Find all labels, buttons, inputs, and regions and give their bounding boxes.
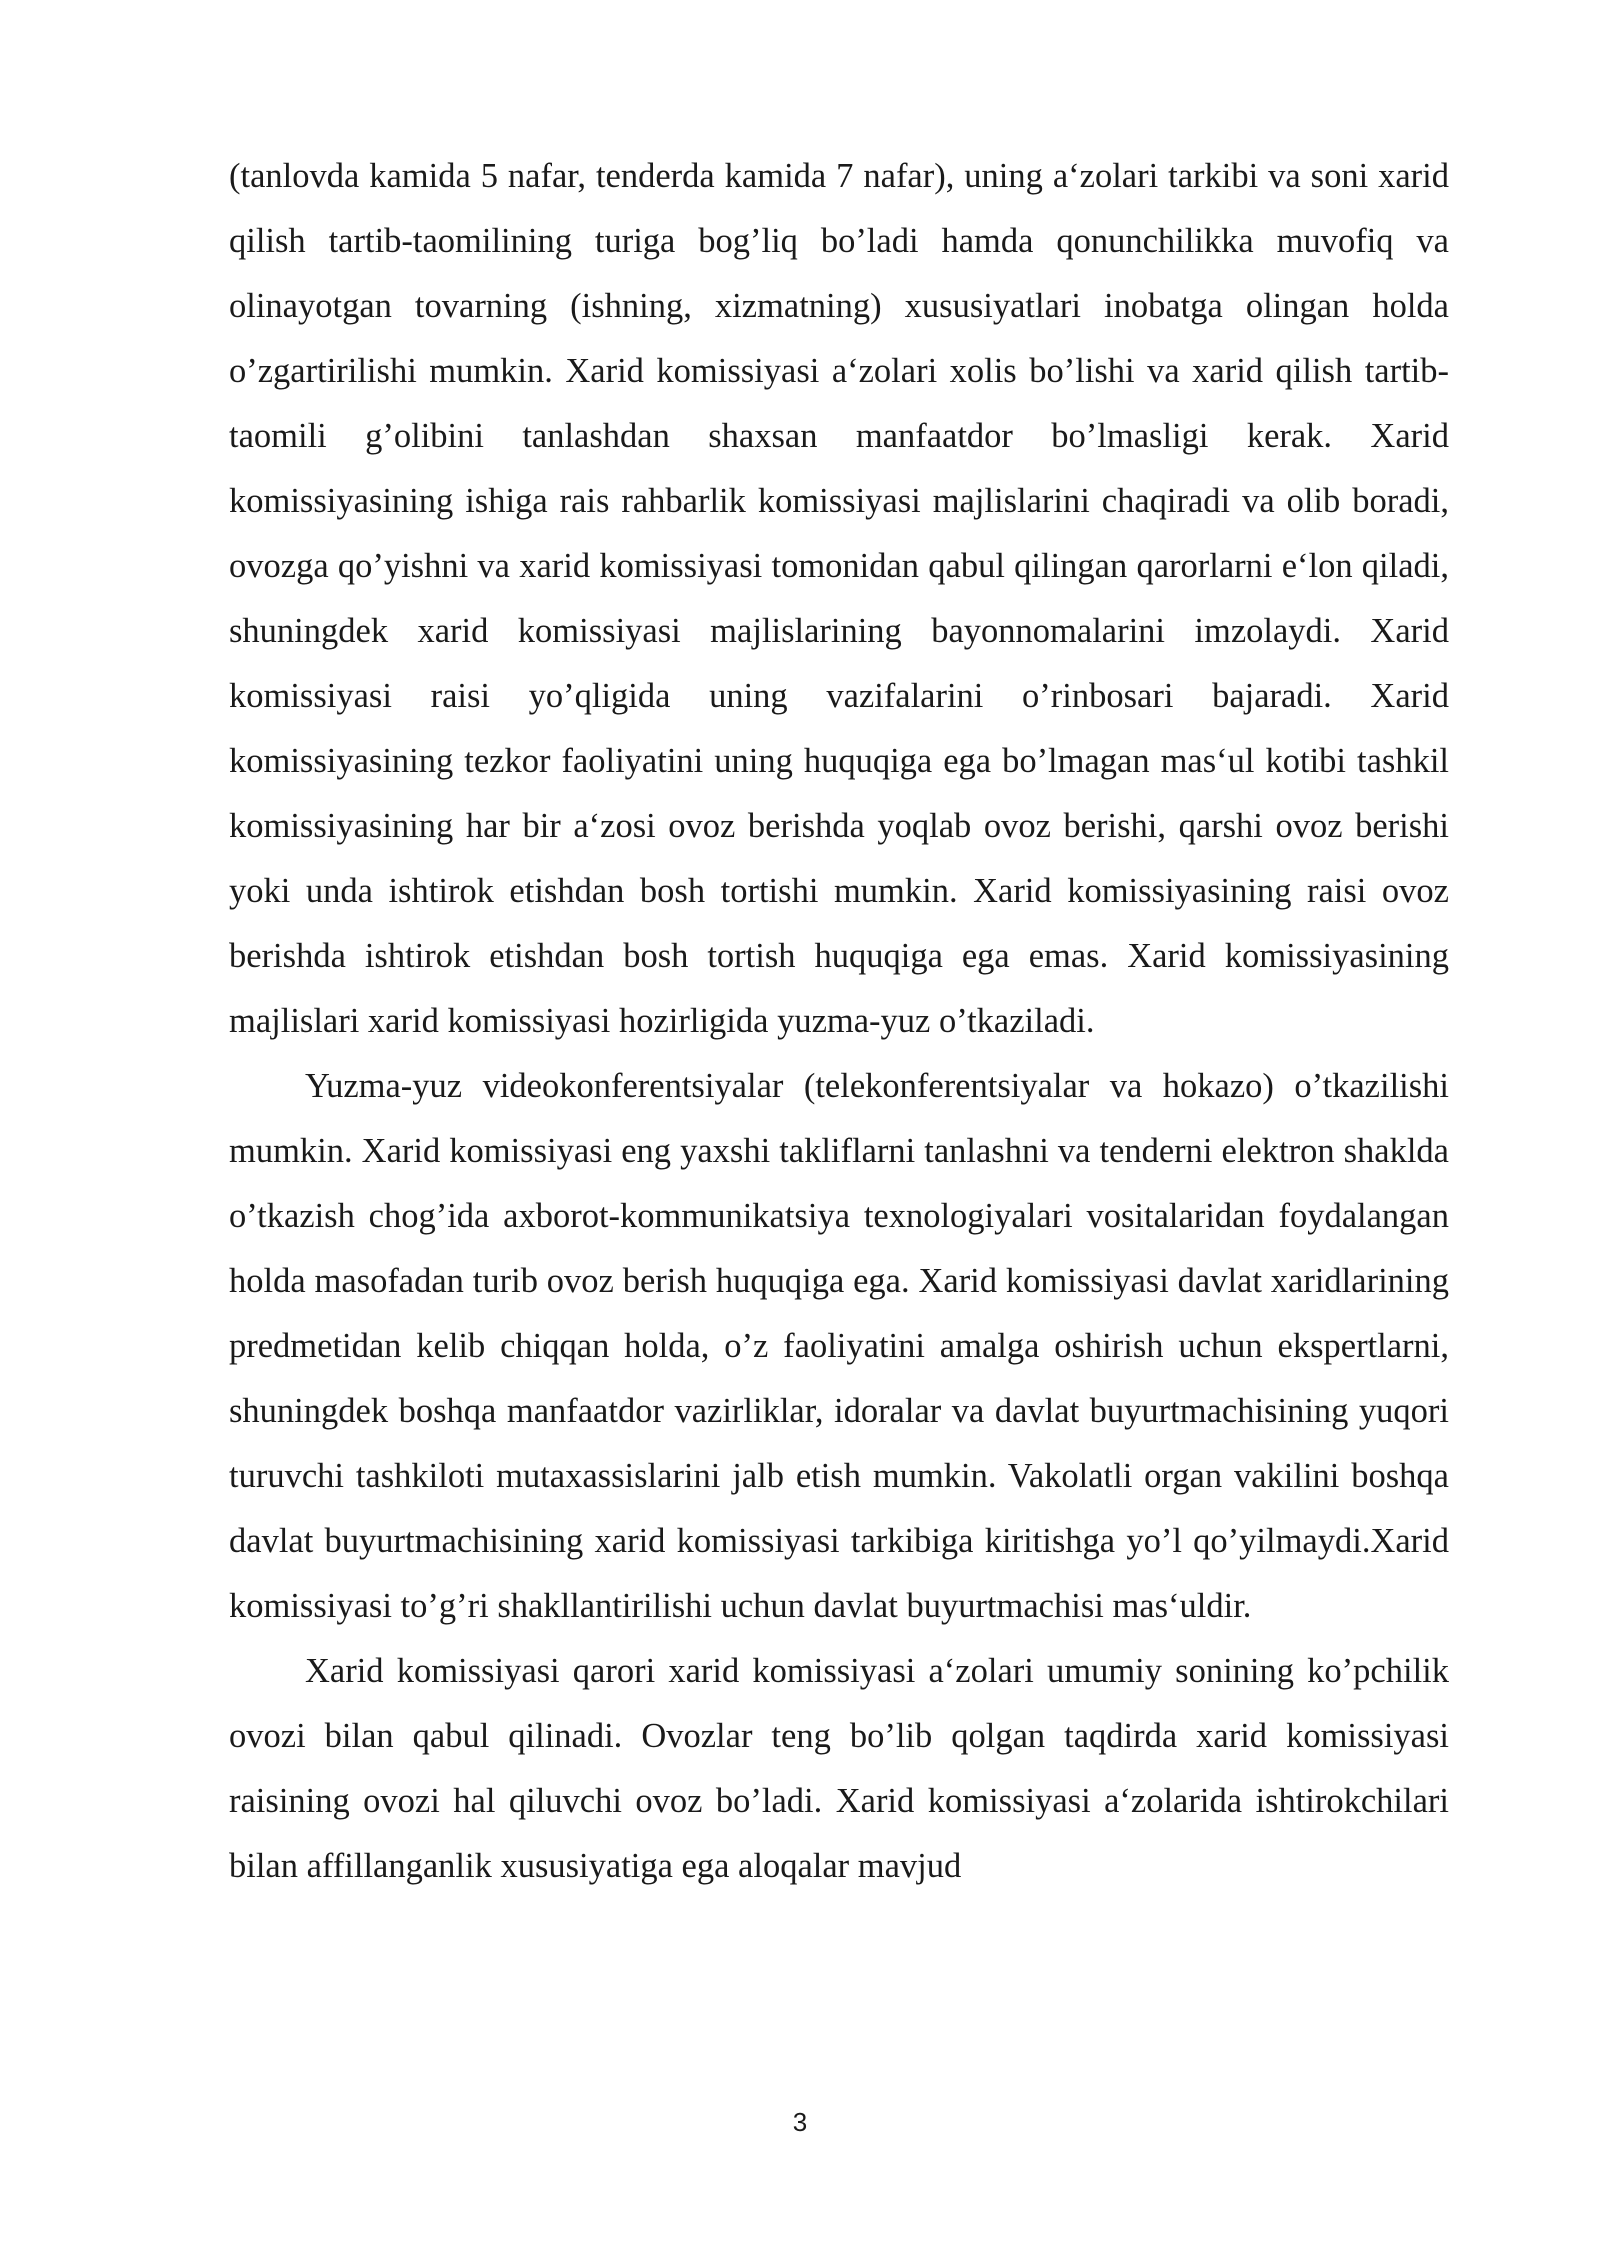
paragraph-2: Yuzma-yuz videokonferentsiyalar (telekonferentsiyalar va hokazo) o’tkazilishi mumkin. Xarid komissiyasi eng yaxshi takliflarni tanlashni va tenderni elektron shaklda o’tkazish chog’ida axborot-kommunikatsiya texnologiyalari vositalaridan foydalangan holda masofadan turib ovoz berish huquqiga ega. Xarid komissiyasi davlat xaridlarining predmetidan kelib chiqqan holda, o’z faoliyatini amalga oshirish uchun ekspertlarni, shuningdek boshqa manfaatdor vazirliklar, idoralar va davlat buyurtmachisining yuqori turuvchi tashkiloti mutaxassislarini jalb etish mumkin. Vakolatli organ vakilini boshqa davlat buyurtmachisining xarid komissiyasi tarkibiga kiritishga yo’l qo’yilmaydi.Xarid komissiyasi to’g’ri shakllantirilishi uchun davlat buyurtmachisi mas‘uldir. xyxy=(229,1067,1449,1625)
paragraph-3: Xarid komissiyasi qarori xarid komissiyasi a‘zolari umumiy sonining ko’pchilik ovozi bilan qabul qilinadi. Ovozlar teng bo’lib qolgan taqdirda xarid komissiyasi raisining ovozi hal qiluvchi ovoz bo’ladi. Xarid komissiyasi a‘zolarida ishtirokchilari bilan affillanganlik xususiyatiga ega aloqalar mavjud xyxy=(229,1652,1449,1885)
page-number: 3 xyxy=(792,2107,808,2137)
paragraph-1: (tanlovda kamida 5 nafar, tenderda kamida 7 nafar), uning a‘zolari tarkibi va soni xarid qilish tartib-taomilining turiga bog’liq bo’ladi hamda qonunchilikka muvofiq va olinayotgan tovarning (ishning, xizmatning) xususiyatlari inobatga olingan holda o’zgartirilishi mumkin. Xarid komissiyasi a‘zolari xolis bo’lishi va xarid qilish tartib-taomili g’olibini tanlashdan shaxsan manfaatdor bo’lmasligi kerak. Xarid komissiyasining ishiga rais rahbarlik komissiyasi majlislarini chaqiradi va olib boradi, ovozga qo’yishni va xarid komissiyasi tomonidan qabul qilingan qarorlarni e‘lon qiladi, shuningdek xarid komissiyasi majlislarining bayonnomalarini imzolaydi. Xarid komissiyasi raisi yo’qligida uning vazifalarini o’rinbosari bajaradi. Xarid komissiyasining tezkor faoliyatini uning huquqiga ega bo’lmagan mas‘ul kotibi tashkil komissiyasining har bir a‘zosi ovoz berishda yoqlab ovoz berishi, qarshi ovoz berishi yoki unda ishtirok etishdan bosh tortishi mumkin. Xarid komissiyasining raisi ovoz berishda ishtirok etishdan bosh tortish huquqiga ega emas. Xarid komissiyasining majlislari xarid komissiyasi hozirligida yuzma-yuz o’tkaziladi. xyxy=(229,157,1449,1040)
page-body xyxy=(229,144,1449,1899)
